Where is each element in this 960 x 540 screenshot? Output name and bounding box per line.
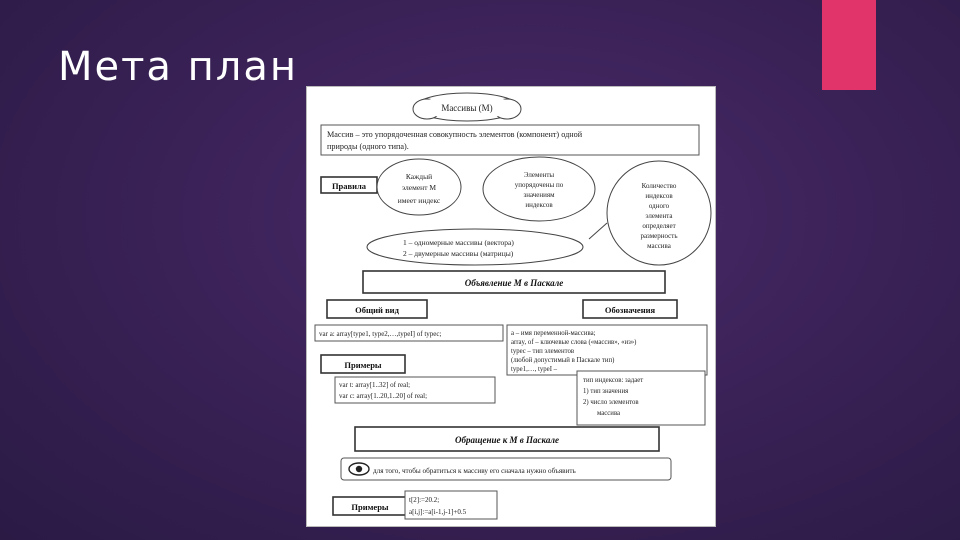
cloud-title-text: Массивы (М) [441, 103, 493, 113]
notation-line3: typeс – тип элементов [511, 348, 575, 355]
index-types-line1: тип индексов: задает [583, 377, 644, 384]
eye-icon [349, 463, 369, 475]
notation-line4: (любой допустимый в Паскале тип) [511, 357, 615, 364]
rule-each-line2: элемент М [401, 183, 437, 192]
rule-count-line2: индексов [645, 192, 673, 200]
notation-line2: array, of – ключевые слова («массив», «из») [511, 339, 637, 346]
rule-ordered-line3: значениям [523, 191, 555, 199]
access-header: Обращение к М в Паскале [454, 435, 560, 445]
examples2-code-line1: t[2]:=20.2; [409, 496, 440, 504]
rule-count-line3: одного [648, 202, 670, 210]
notation-line1: a – имя переменной-массива; [511, 330, 596, 337]
index-types-line3: 2) число элементов [583, 399, 639, 406]
dims-line2: 2 – двумерные массивы (матрицы) [403, 249, 514, 258]
index-types-line2: 1) тип значения [583, 388, 629, 395]
rule-count-line5: определяет [642, 222, 676, 230]
accent-bar [822, 0, 876, 90]
eye-note-text: для того, чтобы обратиться к массиву его сначала нужно объявить [373, 467, 576, 475]
dims-ellipse [367, 229, 583, 265]
examples-code-line2: var c: array[1..20,1..20] of real; [339, 392, 428, 400]
meta-plan-document [306, 86, 716, 527]
examples-label: Примеры [344, 360, 382, 370]
examples2-code-line2: a[i,j]:=a[i-1,j-1]+0.5 [409, 508, 467, 516]
rule-ordered-line1: Элементы [523, 171, 555, 179]
notation-label: Обозначения [604, 305, 656, 315]
rule-ordered-circle [483, 157, 595, 221]
rule-ordered-line4: индексов [525, 201, 553, 209]
index-types-line4: массива [597, 410, 621, 417]
rule-count-line7: массива [647, 242, 671, 250]
examples2-label: Примеры [351, 502, 389, 512]
dims-line1: 1 – одномерные массивы (вектора) [403, 238, 514, 247]
rule-count-line6: размерность [640, 232, 678, 240]
rule-count-line1: Количество [641, 182, 677, 190]
general-form-code: var a: array[type1, type2,…,typeI] of typeс; [319, 330, 442, 338]
rule-ordered-line2: упорядочены по [514, 181, 564, 189]
declaration-header: Объявление М в Паскале [464, 278, 564, 288]
slide-title: Мета план [58, 44, 299, 90]
rule-each-line3: имеет индекс [397, 196, 441, 205]
dims-pointer [589, 223, 607, 239]
general-form-label: Общий вид [355, 305, 399, 315]
rule-count-line4: элемента [645, 212, 673, 220]
rules-label: Правила [331, 181, 367, 191]
definition-line2: природы (одного типа). [327, 142, 409, 151]
examples-code-line1: var t: array[1..32] of real; [339, 381, 411, 389]
cloud-title [413, 93, 521, 121]
rule-each-line1: Каждый [405, 172, 433, 181]
meta-plan-diagram [307, 87, 715, 526]
definition-line1: Массив – это упорядоченная совокупность элементов (компонент) одной [327, 130, 583, 139]
notation-line5: type1,…, typeI – [511, 366, 558, 373]
